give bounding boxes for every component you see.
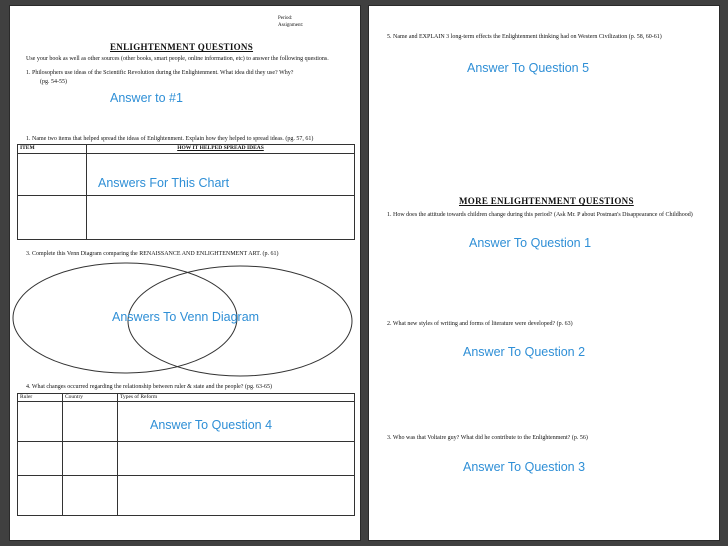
worksheet-page-left: [10, 6, 360, 540]
col-ruler-header: Ruler: [18, 394, 63, 402]
answer-5-text: Answer To Question 5: [467, 61, 590, 75]
answer-venn-text: Answers To Venn Diagram: [112, 310, 260, 324]
more-answer-2-text: Answer To Question 2: [463, 345, 586, 359]
table-row: [18, 442, 355, 476]
more-question-2-text: 2. What new styles of writing and forms of literature were developed? (p. 63): [387, 321, 573, 327]
items-chart-table: [17, 144, 355, 240]
more-question-3-text: 3. Who was that Voltaire guy? What did he contribute to the Enlightenment? (p. 56): [387, 435, 588, 441]
question-2-text: 1. Name two items that helped spread the ideas of Enlightenment. Explain how they helped to spread ideas. (pg. 57, 61): [26, 136, 314, 142]
answer-chart-text: Answers For This Chart: [98, 176, 230, 190]
instructions-text: Use your book as well as other sources (other books, smart people, online information, etc) to answer the following questions.: [26, 56, 329, 62]
question-4-text: 4. What changes occurred regarding the relationship between ruler & state and the people? (pg. 63-65): [26, 384, 272, 390]
more-question-1-text: 1. How does the attitude towards children change during this period? (Ask Mr. P about Postman's Disappearance of Childhood): [387, 212, 693, 218]
col-item-header: ITEM: [18, 145, 87, 154]
worksheet-page-right: [369, 6, 719, 540]
question-1-text: 1. Philosophers use ideas of the Scientific Revolution during the Enlightenment. What idea did they use? Why?: [26, 70, 294, 76]
more-answer-1-text: Answer To Question 1: [469, 236, 592, 250]
table-row: [18, 196, 355, 240]
answer-1-text: Answer to #1: [110, 91, 183, 105]
answer-4-text: Answer To Question 4: [150, 418, 273, 432]
worksheet-title: ENLIGHTENMENT QUESTIONS: [110, 42, 254, 52]
reform-table: [17, 393, 355, 516]
col-country-header: Country: [63, 394, 118, 402]
more-answer-3-text: Answer To Question 3: [463, 460, 586, 474]
question-3-text: 3. Complete this Venn Diagram comparing the RENAISSANCE AND ENLIGHTENMENT ART. (p. 61): [26, 251, 279, 257]
question-5-text: 5. Name and EXPLAIN 3 long-term effects the Enlightenment thinking had on Western Civilization (p. 58, 60-61): [387, 34, 662, 40]
assignment-label: Assignment:: [278, 23, 304, 28]
col-how-header: HOW IT HELPED SPREAD IDEAS: [87, 145, 355, 154]
more-questions-title: MORE ENLIGHTENMENT QUESTIONS: [459, 196, 634, 206]
col-reform-header: Types of Reform: [118, 394, 355, 402]
question-1-page-ref: (pg. 54-55): [40, 79, 67, 85]
period-label: Period:: [278, 16, 293, 21]
table-row: [18, 476, 355, 516]
